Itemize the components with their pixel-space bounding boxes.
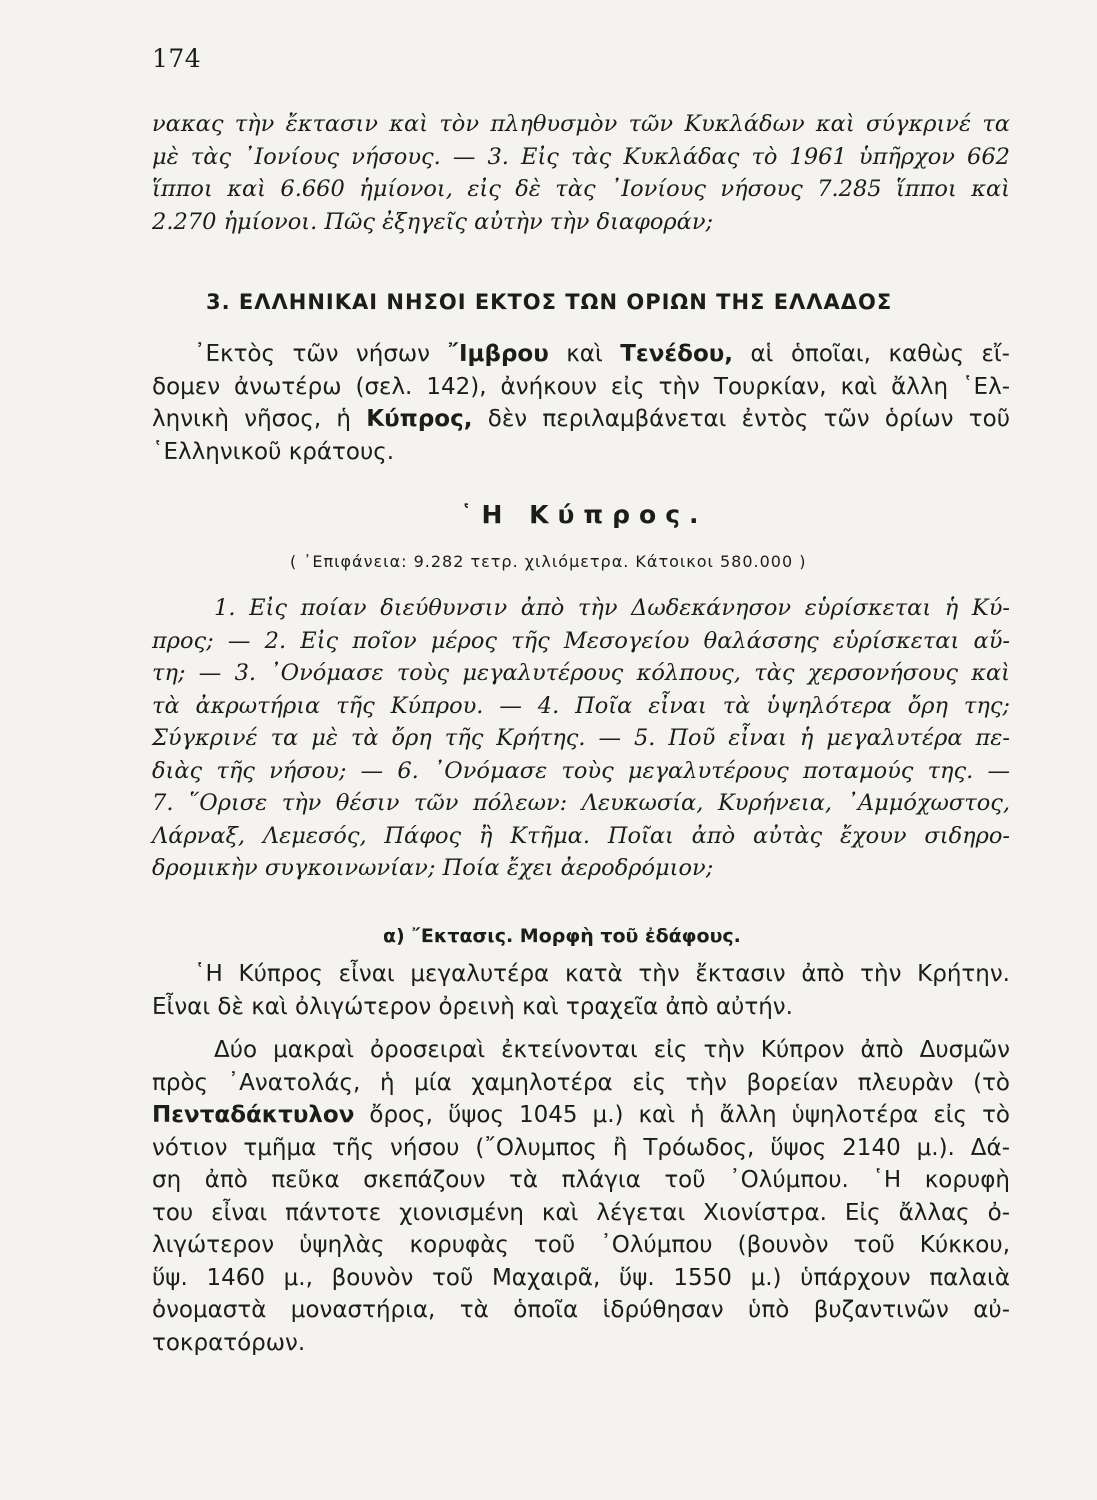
text-line: 7. ῞Ορισε τὴν θέσιν τῶν πόλεων: Λευκωσία, Κυρήνεια, ᾽Αμμόχωστος, — [152, 790, 1010, 816]
page-number: 174 — [152, 44, 202, 73]
text-line: νακας τὴν ἔκτασιν καὶ τὸν πληθυσμὸν τῶν Κυκλάδων καὶ σύγκρινέ τα — [152, 111, 1010, 137]
text-line: λιγώτερον ὑψηλὰς κορυφὰς τοῦ ᾽Ολύμπου (βουνὸν τοῦ Κύκκου, — [152, 1232, 1010, 1258]
text-line: τὰ ἀκρωτήρια τῆς Κύπρου. — 4. Ποῖα εἶναι τὰ ὑψηλότερα ὄρη της; — [152, 692, 1010, 719]
text-line: ὀνομαστὰ μοναστήρια, τὰ ὁποῖα ἱδρύθησαν ὑπὸ βυζαντινῶν αὐ- — [152, 1297, 1010, 1323]
text-line: δρομικὴν συγκοινωνίαν; Ποία ἔχει ἀεροδρόμιον; — [152, 855, 714, 881]
text-line: πρὸς ᾽Ανατολάς, ἡ μία χαμηλοτέρα εἰς τὴν βορείαν πλευρὰν (τὸ — [152, 1069, 1010, 1096]
body-paragraph-mountains — [152, 1034, 1010, 1359]
text-line: Δύο μακραὶ ὀροσειραὶ ἐκτείνονται εἰς τὴν Κύπρον ἀπὸ Δυσμῶν — [214, 1037, 1010, 1063]
text-line: ση ἀπὸ πεῦκα σκεπάζουν τὰ πλάγια τοῦ ᾽Ολύμπου. ῾Η κορυφὴ — [152, 1167, 1010, 1193]
section-heading: 3. ΕΛΛΗΝΙΚΑΙ ΝΗΣΟΙ ΕΚΤΟΣ ΤΩΝ ΟΡΙΩΝ ΤΗΣ ΕΛΛΑΔΟΣ — [206, 290, 893, 314]
text-line: τη; — 3. ᾽Ονόμασε τοὺς μεγαλυτέρους κόλπους, τὰς χερσονήσους καὶ — [152, 660, 1010, 686]
text-line: δομεν ἀνωτέρω (σελ. 142), ἀνήκουν εἰς τὴν Τουρκίαν, καὶ ἄλλη ῾Ελ- — [152, 373, 1010, 400]
section-intro-paragraph — [152, 338, 1010, 468]
text-line — [152, 403, 1010, 436]
text-line: ῾Ελληνικοῦ κράτους. — [152, 438, 395, 465]
text-run: καὶ — [548, 341, 621, 367]
text-line: 2.270 ἡμίονοι. Πῶς ἐξηγεῖς αὐτὴν τὴν διαφοράν; — [152, 208, 714, 235]
text-line: του εἶναι πάντοτε χιονισμένη καὶ λέγεται Χιονίστρα. Εἰς ἄλλας ὀ- — [152, 1199, 1010, 1226]
text-line — [152, 1099, 1010, 1132]
text-line — [152, 338, 1010, 371]
body-paragraph-area-shape — [152, 958, 1010, 1023]
text-run: ληνικὴ νῆσος, ἡ — [152, 406, 367, 432]
text-line: νότιον τμῆμα τῆς νήσου (῎Ολυμπος ἢ Τρόωδος, ὕψος 2140 μ.). Δά- — [152, 1134, 1010, 1161]
bold-term-imbros: ῎Ιμβρου — [447, 341, 549, 367]
text-line: διὰς τῆς νήσου; — 6. ᾽Ονόμασε τοὺς μεγαλυτέρους ποταμούς της. — — [152, 757, 1010, 784]
bold-term-pentadaktylos: Πενταδάκτυλον — [152, 1102, 355, 1128]
cyprus-title: ῾Η Κύπρος. — [460, 500, 708, 529]
subsection-heading: α) ῎Εκτασις. Μορφὴ τοῦ ἐδάφους. — [383, 925, 741, 947]
bold-term-cyprus: Κύπρος, — [366, 406, 473, 432]
text-line: προς; — 2. Εἰς ποῖον μέρος τῆς Μεσογείου θαλάσσης εὑρίσκεται αὕ- — [152, 627, 1010, 654]
text-line: Λάρναξ, Λεμεσός, Πάφος ἢ Κτῆμα. Ποῖαι ἀπὸ αὐτὰς ἔχουν σιδηρο- — [152, 822, 1010, 849]
text-line: ῾Η Κύπρος εἶναι μεγαλυτέρα κατὰ τὴν ἔκτασιν ἀπὸ τὴν Κρήτην. — [194, 961, 1010, 987]
text-line: Εἶναι δὲ καὶ ὀλιγώτερον ὀρεινὴ καὶ τραχεῖα ἀπὸ αὐτήν. — [152, 993, 793, 1020]
text-line: μὲ τὰς ᾽Ιονίους νήσους. — 3. Εἰς τὰς Κυκλάδας τὸ 1961 ὑπῆρχον 662 — [152, 143, 1010, 170]
text-run: ᾽Εκτὸς τῶν νήσων — [194, 341, 448, 367]
text-line: ἵπποι καὶ 6.660 ἡμίονοι, εἰς δὲ τὰς ᾽Ιονίους νήσους 7.285 ἵπποι καὶ — [152, 176, 1010, 202]
text-line: ὕψ. 1460 μ., βουνὸν τοῦ Μαχαιρᾶ, ὕψ. 1550 μ.) ὑπάρχουν παλαιὰ — [152, 1264, 1010, 1291]
cyprus-questions — [152, 592, 1010, 885]
text-run: δὲν περιλαμβάνεται ἐντὸς τῶν ὁρίων τοῦ — [472, 406, 1010, 432]
text-line: τοκρατόρων. — [152, 1329, 306, 1356]
intro-exercise-text — [152, 108, 1010, 238]
bold-term-tenedos: Τενέδου, — [620, 341, 734, 367]
text-run: αἱ ὁποῖαι, καθὼς εἴ- — [733, 341, 1010, 367]
cyprus-stats: ( ᾽Επιφάνεια: 9.282 τετρ. χιλιόμετρα. Κάτοικοι 580.000 ) — [290, 552, 807, 571]
text-line: 1. Εἰς ποίαν διεύθυνσιν ἀπὸ τὴν Δωδεκάνησον εὑρίσκεται ἡ Κύ- — [214, 595, 1010, 621]
text-line: Σύγκρινέ τα μὲ τὰ ὄρη τῆς Κρήτης. — 5. Ποῦ εἶναι ἡ μεγαλυτέρα πε- — [152, 725, 1010, 751]
text-run: ὄρος, ὕψος 1045 μ.) καὶ ἡ ἄλλη ὑψηλοτέρα εἰς τὸ — [354, 1102, 1010, 1128]
